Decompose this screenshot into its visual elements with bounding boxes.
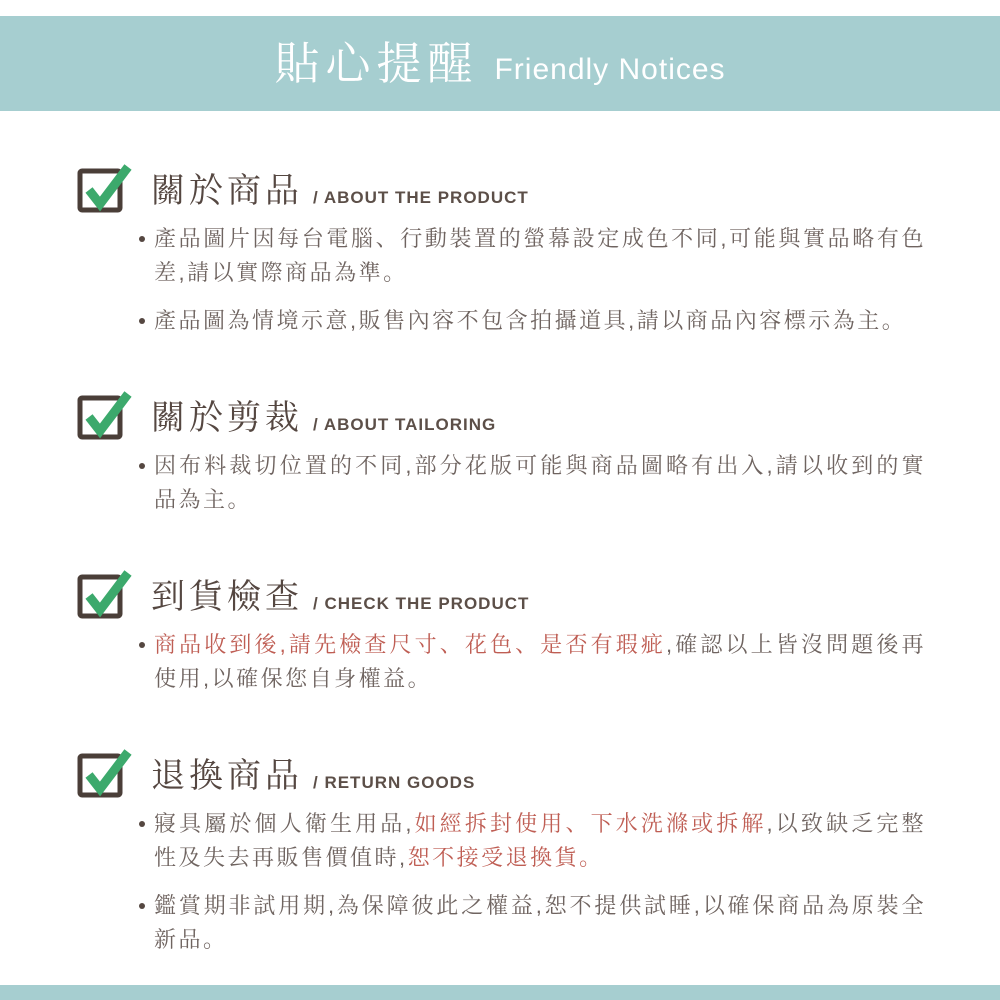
section-heading <box>76 386 1000 442</box>
list-item <box>138 628 926 696</box>
checkbox-check-icon <box>76 745 133 799</box>
bullet-text: 產品圖片因每台電腦、行動裝置的螢幕設定成色不同,可能與實品略有色差,請以實際商品為準。 <box>154 226 926 285</box>
bullet-text: ,確認以上皆沒問題後再使用,以確保您自身權益。 <box>154 632 926 691</box>
bullet-text: 寢具屬於個人衛生用品, <box>154 811 414 836</box>
section-return-goods <box>0 744 1000 957</box>
section-about-tailoring <box>0 386 1000 517</box>
section-subtitle: / CHECK THE PRODUCT <box>313 594 530 613</box>
section-check-product <box>0 565 1000 696</box>
bullet-list <box>138 222 926 338</box>
bullet-text: 鑑賞期非試用期,為保障彼此之權益,恕不提供試睡,以確保商品為原裝全新品。 <box>154 893 926 952</box>
bullet-list <box>138 628 926 696</box>
list-item <box>138 222 926 290</box>
section-title: 退換商品 <box>151 756 303 795</box>
bullet-text: 產品圖為情境示意,販售內容不包含拍攝道具,請以商品內容標示為主。 <box>154 308 907 333</box>
list-item <box>138 807 926 875</box>
section-about-product <box>0 159 1000 338</box>
header-band <box>0 16 1000 111</box>
section-heading <box>76 565 1000 621</box>
section-title: 到貨檢查 <box>151 577 303 616</box>
bullet-marker <box>139 236 145 242</box>
bullet-marker <box>139 642 145 648</box>
section-title: 關於剪裁 <box>151 398 303 437</box>
footer-band <box>0 985 1000 1000</box>
bullet-text-warning: 商品收到後,請先檢查尺寸、花色、是否有瑕疵 <box>154 632 666 657</box>
section-subtitle: / RETURN GOODS <box>313 773 476 792</box>
list-item <box>138 449 926 517</box>
section-heading <box>76 744 1000 800</box>
checkbox-check-icon <box>76 566 133 620</box>
checkbox-check-icon <box>76 387 133 441</box>
bullet-text-warning: 恕不接受退換貨。 <box>407 845 604 870</box>
section-title: 關於商品 <box>151 171 303 210</box>
section-subtitle: / ABOUT TAILORING <box>313 415 497 434</box>
page-title-zh: 貼心提醒 <box>274 38 479 89</box>
bullet-text: ,以致缺乏完整性及失去再販售價值時, <box>154 811 926 870</box>
checkbox-check-icon <box>76 160 133 214</box>
page-title-en: Friendly Notices <box>494 53 726 86</box>
bullet-marker <box>139 463 145 469</box>
bullet-list <box>138 807 926 957</box>
section-heading <box>76 159 1000 215</box>
bullet-list <box>138 449 926 517</box>
bullet-marker <box>139 821 145 827</box>
bullet-marker <box>139 318 145 324</box>
list-item <box>138 304 926 338</box>
notices-content <box>0 111 1000 957</box>
list-item <box>138 889 926 957</box>
bullet-marker <box>139 903 145 909</box>
bullet-text: 因布料裁切位置的不同,部分花版可能與商品圖略有出入,請以收到的實品為主。 <box>154 453 926 512</box>
bullet-text-warning: 如經拆封使用、下水洗滌或拆解 <box>413 811 767 836</box>
section-subtitle: / ABOUT THE PRODUCT <box>313 188 529 207</box>
